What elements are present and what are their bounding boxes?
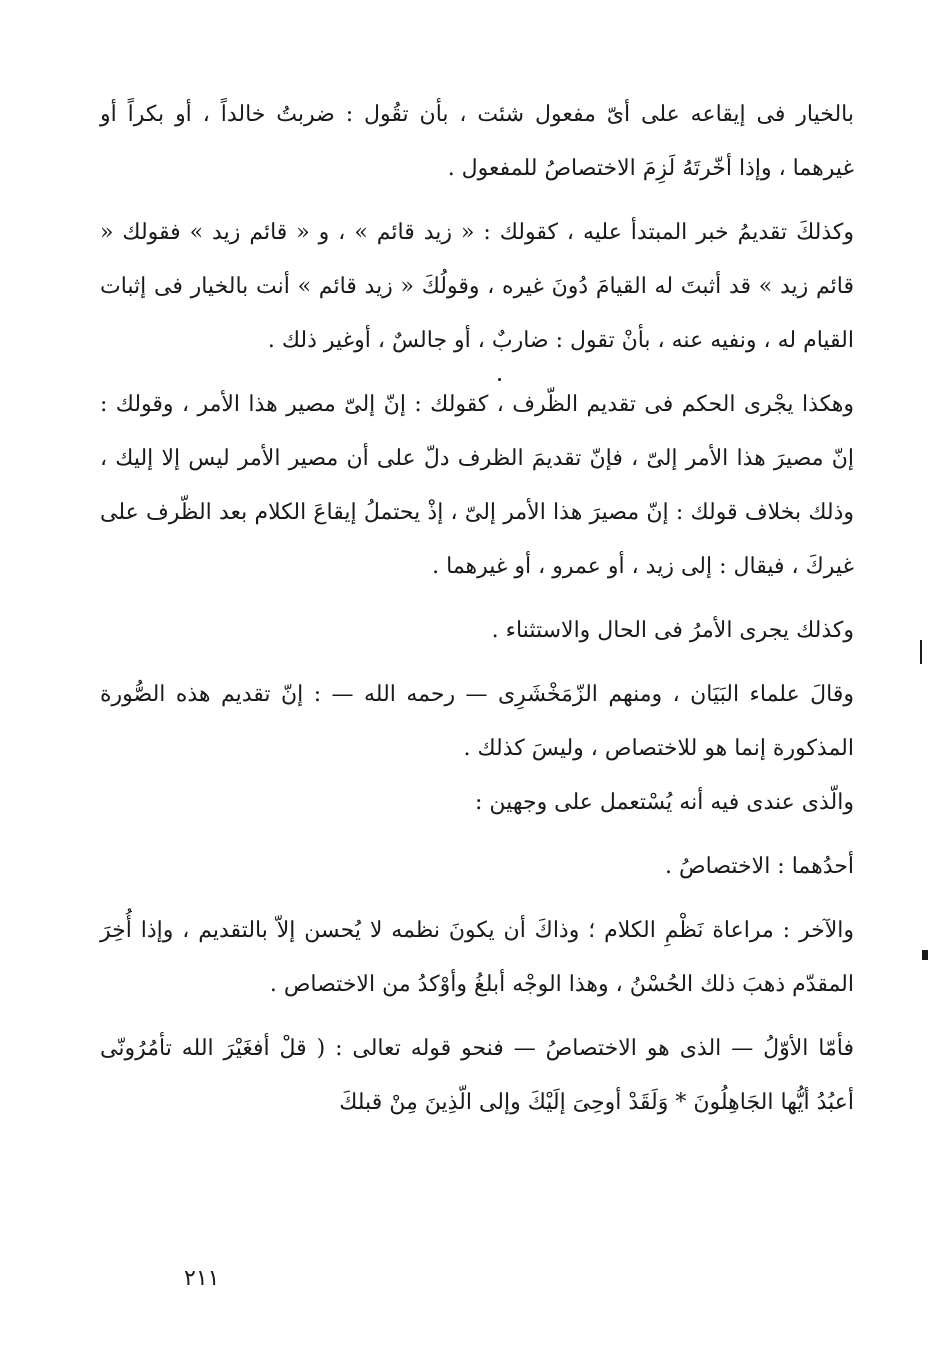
paragraph-1: بالخيار فى إيقاعه على أىّ مفعول شئت ، بأن تقُول : ضربتُ خالداً ، أو بكراً أو غيرهما ، وإذا أخّرتَهُ لَزِمَ الاختصاصُ للمفعول . — [100, 102, 854, 181]
paragraph-7: أحدُهما : الاختصاصُ . — [665, 854, 854, 879]
edge-mark — [922, 950, 928, 960]
paragraph-9: فأمّا الأوّلُ — الذى هو الاختصاصُ — فنحو قوله تعالى : ( قلْ أفغَيْرَ الله تأمُرُونّى أعبُدُ أيُّها الجَاهِلُونَ * وَلَقَدْ أوحِىَ إلَيْكَ وإلى الّذِينَ مِنْ قبلكَ — [100, 1036, 854, 1115]
page-number: ٢١١ — [184, 1266, 220, 1291]
paragraph-6: والّذى عندى فيه أنه يُسْتعمل على وجهين : — [475, 790, 854, 815]
paragraph-3: وهكذا يجْرى الحكم فى تقديم الظّرف ، كقولك : إنّ إلىّ مصير هذا الأمر ، وقولك : إنّ مصيرَ هذا الأمر إلىّ ، فإنّ تقديمَ الظرف دلّ على أن مصير الأمر ليس إلا إليك ، وذلك بخلاف قولك : إنّ مصيرَ هذا الأمر إلىّ ، إذْ يحتملُ إيقاعَ الكلام بعد الظّرف على غيركَ ، فيقال : إلى زيد ، أو عمرو ، أو غيرهما . — [100, 392, 854, 579]
paragraph-4: وكذلك يجرى الأمرُ فى الحال والاستثناء . — [491, 618, 854, 643]
paragraph-2: وكذلكَ تقديمُ خبر المبتدأ عليه ، كقولك : « زيد قائم » ، و « قائم زيد » فقولك « قائم زيد » قد أثبتَ له القيامَ دُونَ غيره ، وقولُكَ « زيد قائم » أنت بالخيار فى إثبات القيام له ، ونفيه عنه ، بأنْ تقول : ضاربٌ ، أو جالسٌ ، أوغير ذلك . — [100, 220, 854, 353]
paragraph-8: والآخر : مراعاة نَظْمِ الكلام ؛ وذاكَ أن يكونَ نظمه لا يُحسن إلاّ بالتقديم ، وإذا أُخِرَ المقدّم ذهبَ ذلك الحُسْنُ ، وهذا الوجْه أبلغُ وأوْكدُ من الاختصاص . — [100, 918, 854, 997]
margin-tick-mark — [920, 640, 922, 664]
ink-speck — [498, 378, 501, 381]
paragraph-5: وقالَ علماء البَيَان ، ومنهم الزّمَخْشَرِى — رحمه الله — : إنّ تقديم هذه الصُّورة المذكورة إنما هو للاختصاص ، وليسَ كذلك . — [100, 682, 854, 761]
page-body — [100, 88, 854, 1130]
